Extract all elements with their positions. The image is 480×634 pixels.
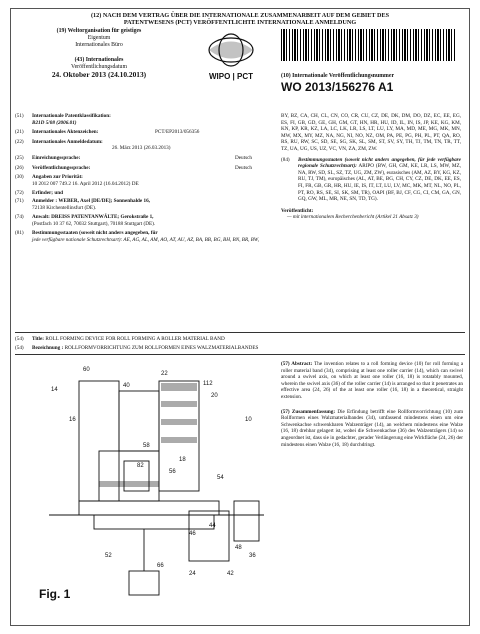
publication-date-block: (43) Internationales Veröffentlichungsdatum 24. Oktober 2013 (24.10.2013) [51,57,147,79]
reference-numeral: 14 [51,387,58,393]
field-71: (71) Anmelder : WEBER, Axel [DE/DE]; Sonnenhalde 16, 72138 Kirchentellinsfurt (DE). [15,197,150,211]
reference-numeral: 22 [161,371,168,377]
divider [15,332,465,333]
field-84: (84) Bestimmungsstaaten (soweit nicht anders angegeben, für jede verfügbare regionale Schutzrechtsart): ARIPO (BW, GH, GM, KE, LR, LS, MW, MZ, NA, RW, SD, SL, SZ, TZ, UG, ZM, ZW), eurasisches (AM, AZ, BY, KG, KZ, RU, TJ, TM), europäisches (AL, AT, BE, BG, CH, CY, CZ, DE, DK, EE, ES, FI, FR, GB, GR, HR, HU, IE, IS, IT, LT, LU, LV, MC, MK, MT, NL, NO, PL, PT, RO, RS, SE, SI, SK, SM, TR), OAPI (BF, BJ, CF, CG, CI, CM, GA, GN, GQ, GW, ML, MR, NE, SN, TD, TG). [281,156,462,203]
figure-1 [39,361,274,617]
field-21: (21) Internationales Aktenzeichen: PCT/EP2013/056356 [15,129,200,136]
reference-numeral: 10 [245,417,252,423]
header-pct-title: (12) NACH DEM VERTRAG ÜBER DIE INTERNATIONALE ZUSAMMENARBEIT AUF DEM GEBIET DES PATENTWESENS (PCT) VERÖFFENTLICHTE INTERNATIONALE ANMELDUNG [90,12,390,27]
reference-numeral: 42 [227,571,234,577]
field-81: (81) Bestimmungsstaaten (soweit nicht anders angegeben, für jede verfügbare nationale Schutzrechtsart): AE, AG, AL, AM, AO, AT, AU, AZ, BA, BB, BG, BH, BN, BR, BW, [15,230,260,243]
reference-numeral: 44 [209,523,216,529]
field-81-continued: BY, BZ, CA, CH, CL, CN, CO, CR, CU, CZ, DE, DK, DM, DO, DZ, EC, EE, EG, ES, FI, GB, GD, GE, GH, GM, GT, HN, HR, HU, ID, IL, IN, IS, JP, KE, KG, KM, KN, KP, KR, KZ, LA, LC, LK, LR, LS, LT, LU, LY, MA, MD, ME, MG, MK, MN, MW, MX, MY, MZ, NA, NG, NI, NO, NZ, OM, PA, PE, PG, PH, PL, PT, QA, RO, RS, RU, RW, SC, SD, SE, SG, SK, SL, SM, ST, SV, SY, TH, TJ, TM, TN, TR, TT, TZ, UA, UG, US, UZ, VC, VN, ZA, ZM, ZW. [281,113,461,152]
wipo-office: (19) Weltorganisation für geistiges Eigentum Internationales Büro [56,28,142,48]
patent-front-page [10,8,470,626]
roll-forming-drawing [39,361,274,617]
reference-numeral: 18 [179,457,186,463]
abstract-en: (57) Abstract: The invention relates to a roll forming device (10) for roll forming a roller material band (34), comprising at least one roller carrier (14), which can swivel around a swivel axis, on which at least one roller (16, 18) is rotatably mounted, wherein the swivel axis (36) of the roller carrier (14) is arranged so that it penetrates an effective area (24, 26) of the at least one roller (16, 18) in a theoretical, straight extension. [281,361,464,400]
reference-numeral: 54 [217,475,224,481]
publication-number: (10) Internationale Veröffentlichungsnummer WO 2013/156276 A1 [281,73,395,94]
reference-numeral: 46 [189,531,196,537]
reference-numeral: 56 [169,469,176,475]
right-column [281,113,461,221]
reference-numeral: 112 [203,381,213,387]
reference-numeral: 82 [137,463,144,469]
reference-numeral: 36 [249,553,256,559]
published-note: Veröffentlicht: — mit internationalem Recherchenbericht (Artikel 21 Absatz 3) [281,207,419,221]
field-22: (22) Internationales Anmeldedatum: 26. März 2013 (26.03.2013) [15,138,171,152]
figure-caption: Fig. 1 [39,587,71,601]
wipo-logo: WIPO | PCT [201,33,261,81]
reference-numeral: 24 [189,571,196,577]
reference-numeral: 40 [123,383,130,389]
field-74: (74) Anwalt: DREISS PATENTANWÄLTE; Gerokstraße 1, (Postfach 10 37 62, 70032 Stuttgart), 70188 Stuttgart (DE). [15,214,156,227]
abstract-de: (57) Zusammenfassung: Die Erfindung betrifft eine Rollformvorrichtung (10) zum Rollformen eines Walzmaterialbandes (34), umfassend mindestens einen um eine Schwenkachse schwenkbaren Walzenträger (14), an welchem mindestens eine Walze (16, 18) drehbar gelagert ist, wobei die Schwenkachse (36) des Walzenträgers (14) so angeordnet ist, dass sie in gedachter, gerader Verlängerung eine Wirkfläche (24, 26) der mindestens einen Walze (16, 18) durchdringt. [281,408,463,448]
field-26: (26) Veröffentlichungssprache: Deutsch [15,164,252,171]
abstracts [281,361,463,448]
field-30: (30) Angaben zur Priorität: 10 2012 007 749.2 16. April 2012 (16.04.2012) DE [15,174,139,187]
reference-numeral: 52 [105,553,112,559]
divider [15,354,465,355]
title-de: (54) Bezeichnung : ROLLFORMVORRICHTUNG ZUM ROLLFORMEN EINES WALZMATERIALBANDES [15,344,259,351]
barcode [281,29,457,61]
title-block [15,336,465,351]
reference-numeral: 48 [235,545,242,551]
reference-numeral: 20 [211,393,218,399]
title-en: (54) Title: ROLL FORMING DEVICE FOR ROLL FORMING A ROLLER MATERIAL BAND [15,336,225,342]
reference-numeral: 16 [69,417,76,423]
field-72: (72) Erfinder; und [15,190,63,197]
reference-numeral: 58 [143,443,150,449]
bibliographic-fields [15,113,275,244]
reference-numeral: 66 [157,563,164,569]
reference-numeral: 60 [83,367,90,373]
field-51: (51) Internationale Patentklassifikation: B21D 5/08 (2006.01) [15,113,111,126]
field-25: (25) Einreichungssprache: Deutsch [15,154,252,161]
